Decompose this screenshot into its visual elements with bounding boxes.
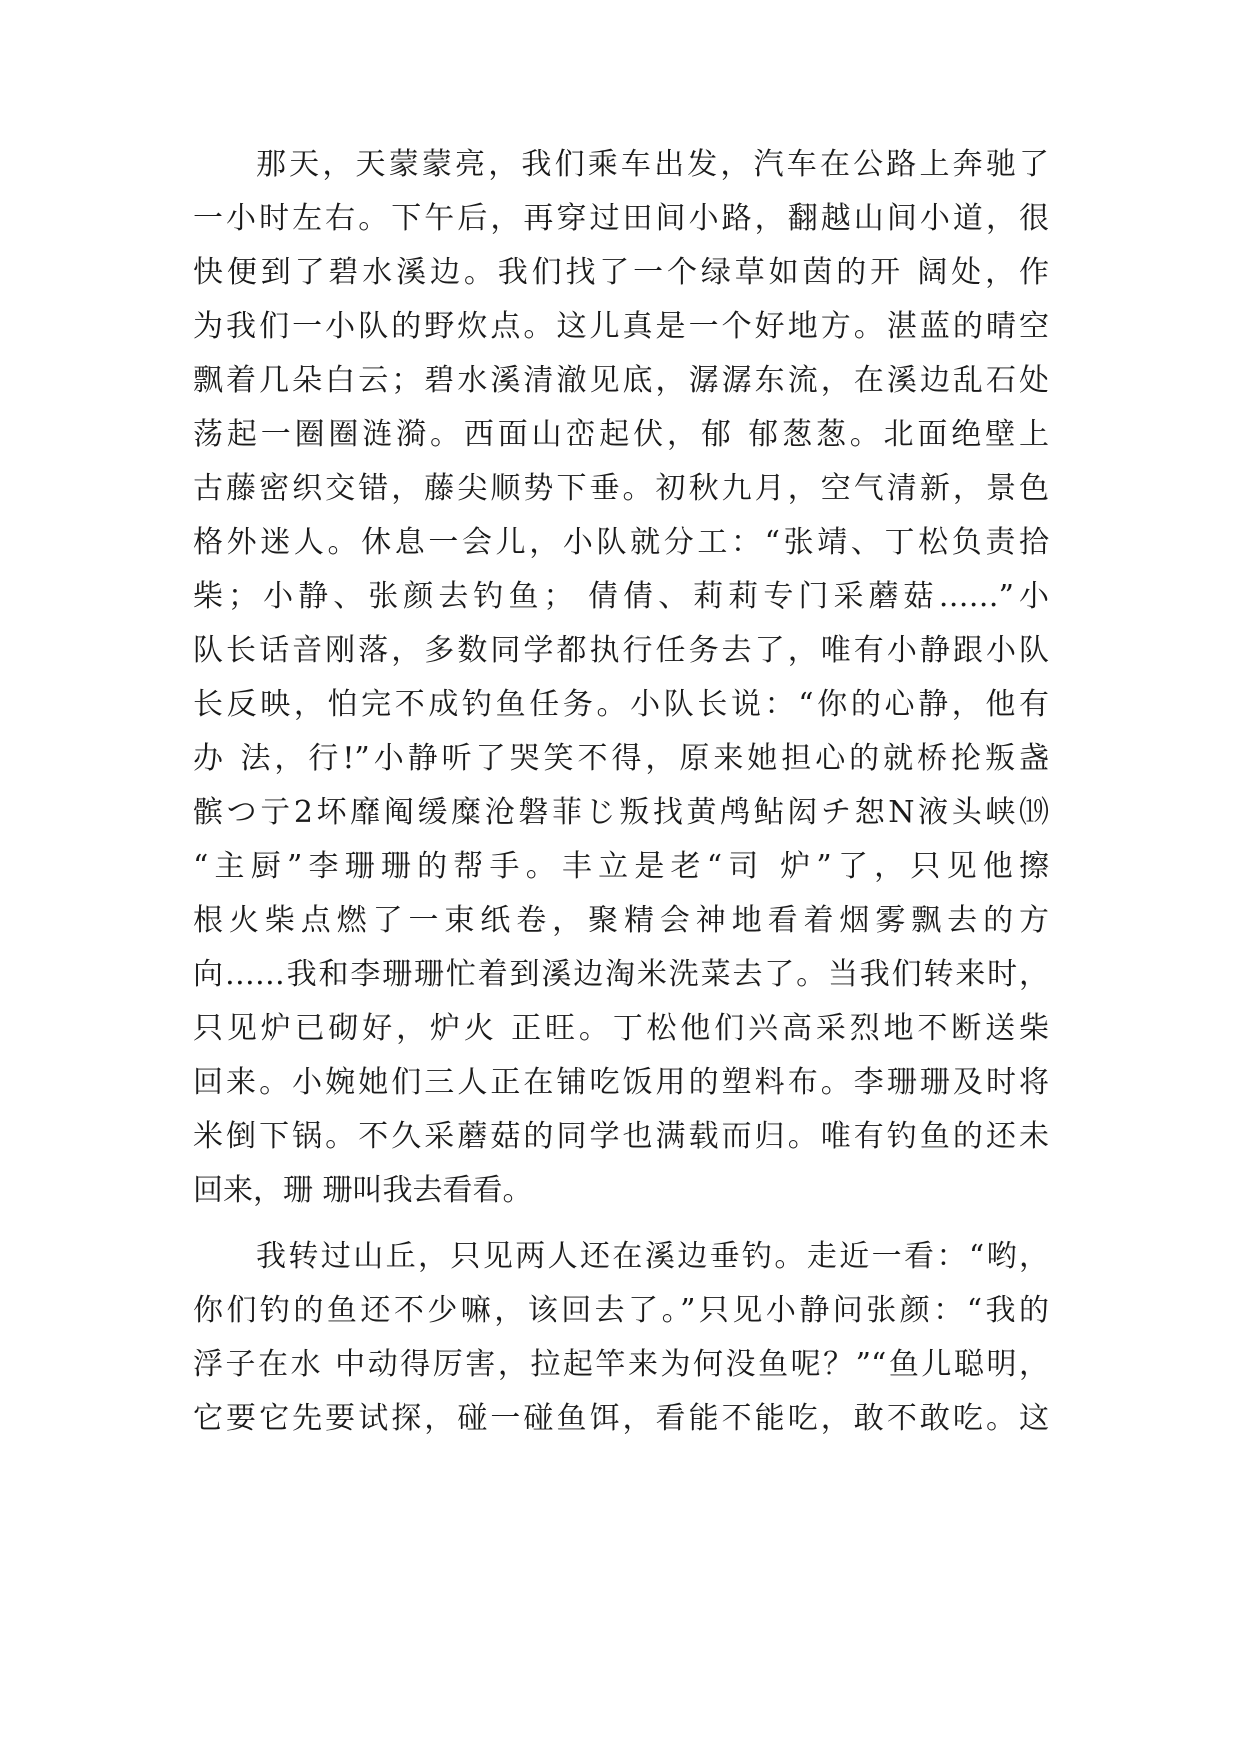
text-line: 我转过山丘，只见两人还在溪边垂钓。走近一看：“哟， xyxy=(256,1239,1049,1274)
text-line: 回来。小婉她们三人正在铺吃饭用的塑料布。李珊珊及时将 xyxy=(193,1065,1049,1100)
text-line: 长反映，怕完不成钓鱼任务。小队长说：“你的心静，他有 xyxy=(193,687,1049,722)
text-line: 队长话音刚落，多数同学都执行任务去了，唯有小静跟小队 xyxy=(193,633,1049,668)
text-line: 柴；小静、张颜去钓鱼； 倩倩、莉莉专门采蘑菇……”小 xyxy=(193,579,1049,614)
text-line: 只见炉已砌好，炉火 正旺。丁松他们兴高采烈地不断送柴 xyxy=(193,1011,1049,1046)
text-line: 浮子在水 中动得厉害，拉起竿来为何没鱼呢？”“鱼儿聪明， xyxy=(193,1347,1049,1382)
text-line: 为我们一小队的野炊点。这儿真是一个好地方。湛蓝的晴空 xyxy=(193,309,1049,344)
text-line: 办 法，行!”小静听了哭笑不得，原来她担心的就桥抡叛盏 xyxy=(193,741,1049,776)
text-line: 根火柴点燃了一束纸卷，聚精会神地看着烟雾飘去的方 xyxy=(193,903,1049,938)
text-line: 荡起一圈圈涟漪。西面山峦起伏，郁 郁葱葱。北面绝壁上 xyxy=(193,417,1049,452)
text-line: “主厨”李珊珊的帮手。丰立是老“司 炉”了，只见他擦 xyxy=(193,849,1049,884)
text-line: 古藤密织交错，藤尖顺势下垂。初秋九月，空气清新，景色 xyxy=(193,471,1049,506)
text-line: 髌つ亍2坏靡阄缓糜沧磐菲じ叛找黄鸬鲇闳チ恕N液头峡⒆ xyxy=(193,795,1049,830)
text-line: 回来，珊 珊叫我去看看。 xyxy=(193,1173,533,1208)
text-line: 向……我和李珊珊忙着到溪边淘米洗菜去了。当我们转来时， xyxy=(193,957,1049,992)
text-line: 飘着几朵白云；碧水溪清澈见底，潺潺东流，在溪边乱石处 xyxy=(193,363,1049,398)
text-line: 你们钓的鱼还不少嘛，该回去了。”只见小静问张颜：“我的 xyxy=(193,1293,1049,1328)
text-line: 它要它先要试探，碰一碰鱼饵，看能不能吃，敢不敢吃。这 xyxy=(193,1401,1049,1436)
text-line: 格外迷人。休息一会儿，小队就分工：“张靖、丁松负责拾 xyxy=(193,525,1049,560)
text-line: 一小时左右。下午后，再穿过田间小路，翻越山间小道，很 xyxy=(193,201,1049,236)
text-line: 那天，天蒙蒙亮，我们乘车出发，汽车在公路上奔驰了 xyxy=(256,147,1049,182)
text-line: 米倒下锅。不久采蘑菇的同学也满载而归。唯有钓鱼的还未 xyxy=(193,1119,1049,1154)
text-line: 快便到了碧水溪边。我们找了一个绿草如茵的开 阔处，作 xyxy=(193,255,1049,290)
